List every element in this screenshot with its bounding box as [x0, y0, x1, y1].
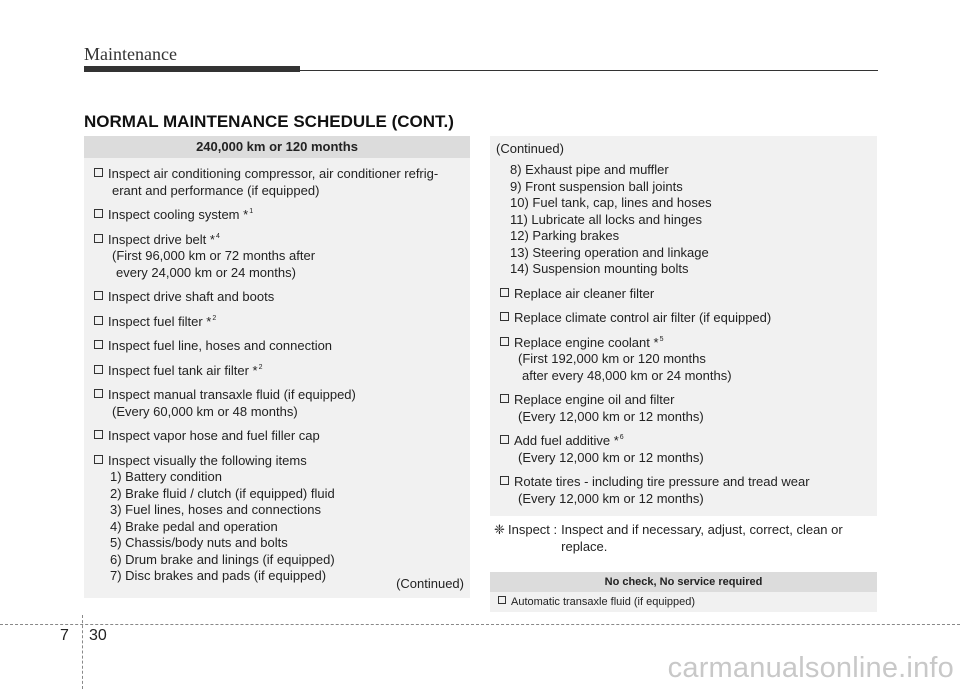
checkbox-icon	[94, 168, 103, 177]
checkbox-icon	[500, 435, 509, 444]
watermark-text: carmanualsonline.info	[667, 652, 954, 684]
checklist-item	[490, 335, 877, 385]
list-item: 4) Brake pedal and operation	[110, 518, 278, 534]
item-title: Inspect fuel filter *	[108, 313, 212, 329]
item-note: (First 96,000 km or 72 months after	[112, 248, 316, 263]
checkbox-icon	[94, 316, 103, 325]
item-title: Inspect air conditioning compressor, air conditioner refrig-	[108, 166, 439, 181]
checklist-item	[84, 207, 470, 224]
checklist-item	[84, 166, 470, 199]
checklist-item	[84, 289, 470, 306]
list-item: 11) Lubricate all locks and hinges	[510, 211, 702, 227]
item-title: Replace engine oil and filter	[514, 392, 675, 407]
footnote-marker: 4	[215, 232, 220, 240]
checkbox-icon	[94, 430, 103, 439]
item-title: Inspect cooling system *	[108, 207, 249, 222]
right-schedule-panel	[490, 136, 877, 516]
legend-term: Inspect :	[508, 522, 558, 537]
continued-label: (Continued)	[496, 141, 564, 156]
checkbox-icon	[500, 476, 509, 485]
list-item: 5) Chassis/body nuts and bolts	[110, 535, 288, 550]
visual-inspection-list	[94, 469, 470, 585]
checklist-item	[84, 387, 470, 420]
list-item: 13) Steering operation and linkage	[510, 244, 709, 260]
checklist-item	[490, 286, 877, 303]
checklist-item	[84, 453, 470, 585]
checkbox-icon	[500, 288, 509, 297]
checkbox-icon	[94, 209, 103, 218]
checkbox-icon	[500, 312, 509, 321]
footer-divider	[82, 615, 83, 689]
item-title: Inspect vapor hose and fuel filler cap	[108, 428, 320, 443]
checklist-item	[490, 433, 877, 466]
item-note: every 24,000 km or 24 months)	[116, 264, 296, 280]
section-title: NORMAL MAINTENANCE SCHEDULE (CONT.)	[84, 112, 454, 131]
checkbox-icon	[94, 291, 103, 300]
item-title: Inspect visually the following items	[108, 452, 307, 468]
checkbox-icon	[500, 337, 509, 346]
footnote-marker: 1	[249, 208, 254, 215]
checklist-item	[84, 314, 470, 331]
checklist-item	[84, 338, 470, 355]
checklist-item	[84, 363, 470, 380]
page-number: 30	[89, 627, 107, 644]
item-title: Rotate tires - including tire pressure and tread wear	[514, 474, 810, 489]
no-check-heading: No check, No service required	[490, 572, 877, 592]
checkbox-icon	[94, 365, 103, 374]
list-item: 9) Front suspension ball joints	[510, 178, 683, 194]
item-note: (Every 12,000 km or 12 months)	[518, 490, 704, 506]
item-note: (Every 60,000 km or 48 months)	[112, 403, 298, 419]
checklist-item	[490, 474, 877, 507]
item-note: (First 192,000 km or 120 months	[518, 351, 706, 366]
list-item: 2) Brake fluid / clutch (if equipped) fluid	[110, 485, 335, 501]
checklist-item	[84, 232, 470, 282]
checklist-item	[490, 310, 877, 327]
item-title: Inspect fuel tank air filter *	[108, 362, 258, 378]
left-schedule-panel	[84, 136, 470, 598]
item-title: Inspect drive belt *	[108, 231, 215, 247]
continued-label: (Continued)	[396, 576, 464, 591]
item-title: Replace air cleaner filter	[514, 285, 655, 301]
item-title: Replace engine coolant *	[514, 334, 659, 350]
left-panel-heading: 240,000 km or 120 months	[84, 136, 470, 158]
item-title: Add fuel additive *	[514, 433, 619, 448]
footnote-marker: 5	[659, 335, 664, 343]
checkbox-icon	[94, 455, 103, 464]
chapter-number: 7	[60, 627, 69, 644]
item-note: (Every 12,000 km or 12 months)	[518, 449, 704, 465]
list-item: 8) Exhaust pipe and muffler	[510, 162, 669, 177]
item-note: after every 48,000 km or 24 months)	[522, 367, 732, 383]
checklist-item	[490, 592, 877, 608]
list-item: 10) Fuel tank, cap, lines and hoses	[510, 195, 712, 210]
legend-mark-icon: ❈	[494, 522, 505, 537]
list-item: 14) Suspension mounting bolts	[510, 261, 689, 276]
footnote-marker: 6	[619, 434, 624, 441]
visual-inspection-list-continued	[490, 162, 877, 278]
checkbox-icon	[500, 394, 509, 403]
header-rule-thin	[300, 70, 878, 71]
footer-rule	[0, 624, 960, 625]
item-continuation: erant and performance (if equipped)	[112, 182, 320, 198]
list-item: 6) Drum brake and linings (if equipped)	[110, 551, 335, 567]
checklist-item	[490, 392, 877, 425]
header-title: Maintenance	[84, 44, 177, 64]
list-item: 12) Parking brakes	[510, 228, 620, 243]
item-title: Inspect fuel line, hoses and connection	[108, 338, 333, 353]
item-title: Inspect manual transaxle fluid (if equipped)	[108, 387, 356, 402]
item-title: Replace climate control air filter (if equipped)	[514, 310, 772, 325]
header-rule-thick	[84, 66, 300, 72]
checklist-item	[84, 428, 470, 445]
list-item: 7) Disc brakes and pads (if equipped)	[110, 568, 327, 583]
item-title: Automatic transaxle fluid (if equipped)	[511, 596, 696, 608]
list-item: 1) Battery condition	[110, 469, 223, 484]
item-title: Inspect drive shaft and boots	[108, 289, 275, 304]
footnote-marker: 2	[258, 363, 263, 371]
checkbox-icon	[94, 234, 103, 243]
footnote-marker: 2	[212, 314, 217, 322]
item-note: (Every 12,000 km or 12 months)	[518, 408, 704, 424]
checkbox-icon	[94, 340, 103, 349]
no-check-panel	[490, 572, 877, 612]
checkbox-icon	[498, 596, 506, 604]
legend-definition: Inspect and if necessary, adjust, correct, clean or replace.	[561, 522, 843, 554]
list-item: 3) Fuel lines, hoses and connections	[110, 502, 322, 517]
checkbox-icon	[94, 389, 103, 398]
inspect-legend	[494, 521, 874, 555]
